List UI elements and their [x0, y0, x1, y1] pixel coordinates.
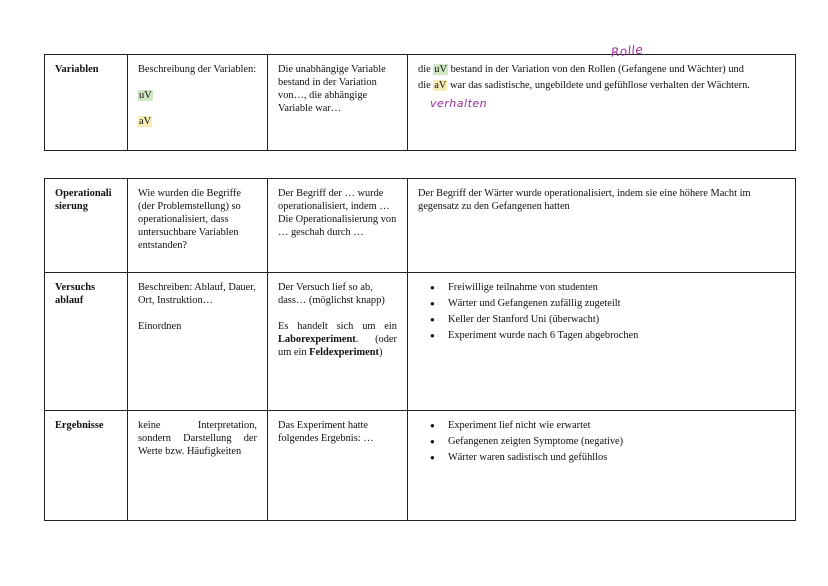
versuchsablauf-bullet-list: [418, 281, 785, 342]
ergebnisse-bullet-list: [418, 419, 785, 464]
handwritten-note-verhalten: verhalten: [430, 97, 488, 110]
answer-uv-highlight: uV: [434, 64, 447, 75]
list-item: ● Wärter waren sadistisch und gefühllos: [448, 451, 785, 464]
variables-table: [44, 54, 796, 151]
list-item: ● Wärter und Gefangenen zufällig zugeteilt: [448, 297, 785, 310]
versuchsablauf-anleitung-2: Einordnen: [138, 321, 182, 332]
cell-versuchsablauf-instruction: [128, 273, 268, 411]
label-operationalisierung: [45, 179, 128, 273]
answer-1-text: bestand in der Variation von den Rollen (Gefangene und Wächter) und: [448, 64, 744, 75]
method-table: [44, 178, 796, 521]
feldexperiment-term: Feldexperiment: [309, 347, 379, 358]
answer-av-highlight: aV: [434, 80, 447, 91]
frage-2-suffix: ): [379, 347, 383, 358]
row-variablen: [45, 55, 796, 151]
label-versuchsablauf: [45, 273, 128, 411]
frage-2-middle: . (oder um ein: [278, 334, 397, 358]
cell-ergebnisse-instruction: keine Interpretation, sondern Darstellung der Werte bzw. Häufigkeiten: [128, 411, 268, 521]
versuchsablauf-frage-1: Der Versuch lief so ab, dass… (möglichst knapp): [278, 282, 385, 306]
answer-line-1: [418, 63, 785, 76]
cell-operationalisierung-prompt: Der Begriff der … wurde operationalisiert, indem … Die Operationalisierung von … geschah durch …: [268, 179, 408, 273]
answer-1-prefix: die: [418, 64, 434, 75]
versuchsablauf-anleitung-1: Beschreiben: Ablauf, Dauer, Ort, Instruktion…: [138, 282, 256, 306]
versuchsablauf-label-text: Versuchs ablauf: [55, 282, 96, 306]
label-variablen: Variablen: [45, 55, 128, 151]
frage-2-prefix: Es handelt sich um ein: [278, 321, 397, 332]
laborexperiment-term: Laborexperiment: [278, 334, 356, 345]
operationalisierung-label-text: Operationalisierung: [55, 188, 112, 212]
list-item: ● Keller der Stanford Uni (überwacht): [448, 313, 785, 326]
uv-highlight: uV: [139, 90, 152, 101]
cell-operationalisierung-instruction: Wie wurden die Begriffe (der Problemstellung) so operationalisiert, dass untersuchbare Variablen entstanden?: [128, 179, 268, 273]
list-item: ● Experiment wurde nach 6 Tagen abgebrochen: [448, 329, 785, 342]
handwritten-note-rolle: Rolle: [610, 42, 644, 60]
row-versuchsablauf: [45, 273, 796, 411]
av-highlight: aV: [139, 116, 152, 127]
answer-2-text: war das sadistische, ungebildete und gefühllose verhalten der Wächtern.: [447, 80, 750, 91]
cell-versuchsablauf-answer: [408, 273, 796, 411]
cell-variablen-description: [128, 55, 268, 151]
cell-variablen-prompt: Die unabhängige Variable bestand in der Variation von…, die abhängige Variable war…: [268, 55, 408, 151]
versuchsablauf-frage-2: [278, 320, 397, 359]
cell-ergebnisse-prompt: Das Experiment hatte folgendes Ergebnis: …: [268, 411, 408, 521]
row-operationalisierung: [45, 179, 796, 273]
variablen-beschreibung: Beschreibung der Variablen:: [138, 64, 257, 75]
cell-operationalisierung-answer: Der Begriff der Wärter wurde operationalisiert, indem sie eine höhere Macht im gegensatz zu den Gefangenen hatten: [408, 179, 796, 273]
list-item: ● Gefangenen zeigten Symptome (negative): [448, 435, 785, 448]
answer-line-2: [418, 79, 785, 92]
answer-2-prefix: die: [418, 80, 434, 91]
list-item: ● Experiment lief nicht wie erwartet: [448, 419, 785, 432]
cell-ergebnisse-answer: [408, 411, 796, 521]
list-item: ● Freiwillige teilnahme von studenten: [448, 281, 785, 294]
cell-versuchsablauf-prompt: [268, 273, 408, 411]
label-ergebnisse: Ergebnisse: [45, 411, 128, 521]
row-ergebnisse: [45, 411, 796, 521]
